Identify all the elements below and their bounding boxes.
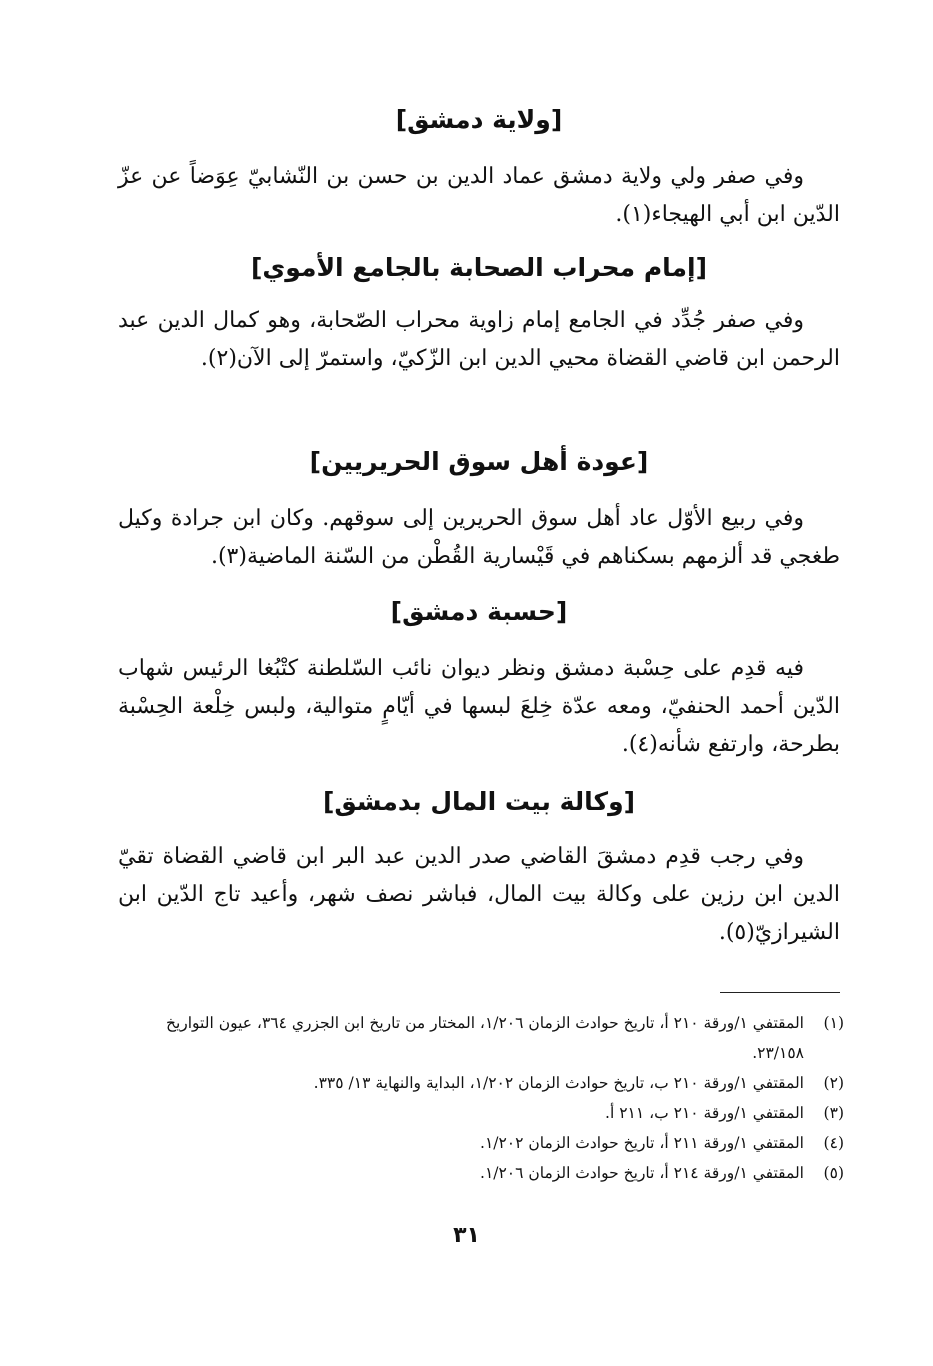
- section-paragraph: وفي ربيع الأوّل عاد أهل سوق الحريرين إلى سوقهم. وكان ابن جرادة وكيل طغجي قد ألزمهم بسكناهم في قَيْسارية القُطْن من السّنة الماضية(٣).: [118, 506, 840, 569]
- footnote-text: المقتفي ١/ورقة ٢١١ أ، تاريخ حوادث الزمان ١/٢٠٢.: [480, 1134, 804, 1152]
- section-heading: [إمام محراب الصحابة بالجامع الأموي]: [250, 253, 708, 282]
- section-paragraph: وفي صفر ولي ولاية دمشق عماد الدين بن حسن بن النّشابيّ عِوَضاً عن عزّ الدّين ابن أبي الهيجاء(١).: [118, 164, 840, 227]
- footnotes: [118, 1008, 844, 1188]
- footnote-text: المقتفي ١/ورقة ٢١٠ ب، تاريخ حوادث الزمان ١/٢٠٢، البداية والنهاية ١٣/ ٣٣٥.: [313, 1074, 804, 1092]
- section-paragraph: وفي رجب قدِم دمشقَ القاضي صدر الدين عبد البر ابن قاضي القضاة تقيّ الدين ابن رزين على وكالة بيت المال، فباشر نصف شهر، وأعيد تاج الدّين ابن الشيرازيّ(٥).: [118, 844, 840, 945]
- footnote-number: (٣): [823, 1104, 844, 1122]
- footnote-number: (١): [823, 1014, 844, 1032]
- footnote-text: المقتفي ١/ورقة ٢١٤ أ، تاريخ حوادث الزمان ١/٢٠٦.: [480, 1164, 804, 1182]
- footnote-number: (٢): [823, 1074, 844, 1092]
- footnote-number: (٥): [823, 1164, 844, 1182]
- section-paragraph: فيه قدِم على حِسْبة دمشق ونظر ديوان نائب السّلطنة كتْبُغا الرئيس شهاب الدّين أحمد الحنفيّ، ومعه عدّة خِلعَ لبسها في أيّامٍ متوالية، ولبس خِلْعة الحِسْبة بطرحة، وارتفع شأنه(٤).: [118, 656, 840, 757]
- footnote-number: (٤): [823, 1134, 844, 1152]
- footnote-text: المقتفي ١/ورقة ٢١٠ أ، تاريخ حوادث الزمان ١/٢٠٦، المختار من تاريخ ابن الجزري ٣٦٤، عيون التواريخ ٢٣/١٥٨.: [165, 1014, 804, 1062]
- footnote-item: [118, 1008, 844, 1068]
- section-heading: [وكالة بيت المال بدمشق]: [322, 787, 636, 816]
- section-heading: [حسبة دمشق]: [390, 597, 568, 626]
- footnote-item: [118, 1158, 844, 1188]
- page-number: ٣١: [453, 1223, 480, 1248]
- footnote-item: [118, 1068, 844, 1098]
- section-heading: [ولاية دمشق]: [395, 105, 563, 134]
- footnote-item: [118, 1098, 844, 1128]
- footnote-divider: [720, 992, 840, 993]
- section-heading: [عودة أهل سوق الحريريين]: [309, 447, 649, 476]
- footnote-item: [118, 1128, 844, 1158]
- footnote-text: المقتفي ١/ورقة ٢١٠ ب، ٢١١ أ.: [605, 1104, 804, 1122]
- section-paragraph: وفي صفر جُدِّد في الجامع إمام زاوية محراب الصّحابة، وهو كمال الدين عبد الرحمن ابن قاضي القضاة محيي الدين ابن الزّكيّ، واستمرّ إلى الآن(٢).: [118, 308, 840, 371]
